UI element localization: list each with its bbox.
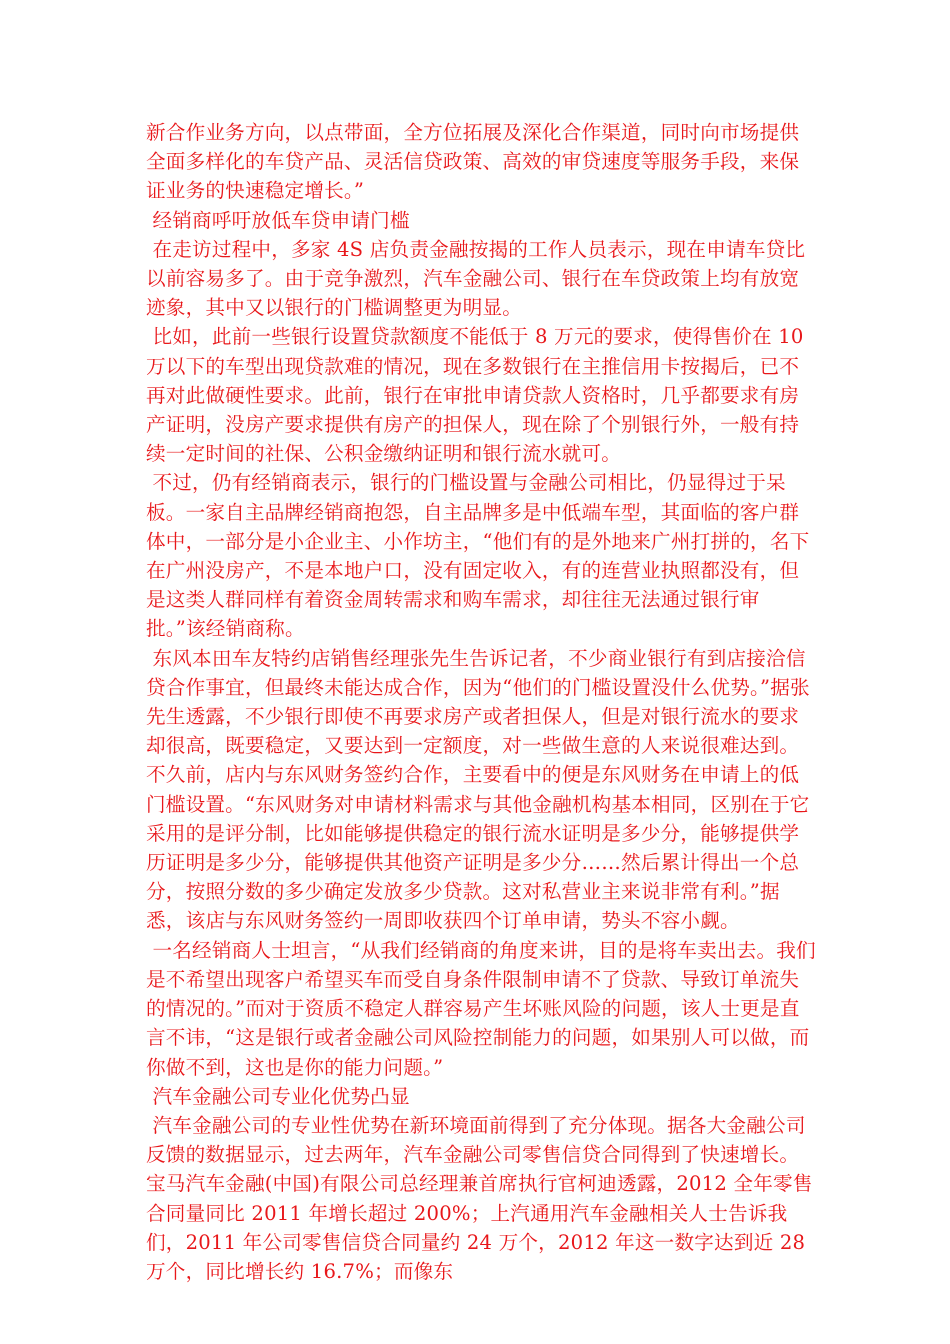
document-body — [146, 118, 816, 1286]
paragraph-continuation: 新合作业务方向，以点带面，全方位拓展及深化合作渠道，同时向市场提供全面多样化的车贷产品、灵活信贷政策、高效的审贷速度等服务手段，来保证业务的快速稳定增长。” — [146, 121, 800, 203]
paragraph: 东风本田车友特约店销售经理张先生告诉记者，不少商业银行有到店接洽信贷合作事宜，但最终未能达成合作，因为“他们的门槛设置没什么优势。”据张先生透露，不少银行即使不再要求房产或者担保人，但是对银行流水的要求却很高，既要稳定，又要达到一定额度，对一些做生意的人来说很难达到。不久前，店内与东风财务签约合作，主要看中的便是东风财务在申请上的低门槛设置。“东风财务对申请材料需求与其他金融机构基本相同，区别在于它采用的是评分制，比如能够提供稳定的银行流水证明是多少分，能够提供学历证明是多少分，能够提供其他资产证明是多少分……然后累计得出一个总分，按照分数的多少确定发放多少贷款。这对私营业主来说非常有利。”据悉，该店与东风财务签约一周即收获四个订单申请，势头不容小觑。 — [146, 646, 810, 933]
section-heading-dealer-appeal: 经销商呼吁放低车贷申请门槛 — [146, 208, 410, 232]
paragraph: 比如，此前一些银行设置贷款额度不能低于 8 万元的要求，使得售价在 10 万以下的车型出现贷款难的情况，现在多数银行在主推信用卡按揭后，已不再对此做硬性要求。此前，银行在审批申请贷款人资格时，几乎都要求有房产证明，没房产要求提供有房产的担保人，现在除了个别银行外，一般有持续一定时间的社保、公积金缴纳证明和银行流水就可。 — [146, 325, 810, 466]
paragraph: 一名经销商人士坦言，“从我们经销商的角度来讲，目的是将车卖出去。我们是不希望出现客户希望买车而受自身条件限制申请不了贷款、导致订单流失的情况的。”而对于资质不稳定人群容易产生坏账风险的问题，该人士更是直言不讳，“这是银行或者金融公司风险控制能力的问题，如果别人可以做，而你做不到，这也是你的能力问题。” — [146, 938, 816, 1079]
paragraph: 在走访过程中，多家 4S 店负责金融按揭的工作人员表示，现在申请车贷比以前容易多了。由于竞争激烈，汽车金融公司、银行在车贷政策上均有放宽迹象，其中又以银行的门槛调整更为明显。 — [146, 237, 806, 320]
paragraph: 汽车金融公司的专业性优势在新环境面前得到了充分体现。据各大金融公司反馈的数据显示，过去两年，汽车金融公司零售信贷合同得到了快速增长。宝马汽车金融(中国)有限公司总经理兼首席执行官柯迪透露，2012 全年零售合同量同比 2011 年增长超过 200%；上汽通用汽车金融相关人士告诉我们，2011 年公司零售信贷合同量约 24 万个，2012 年这一数字达到近 28 万个，同比增长约 16.7%；而像东 — [146, 1113, 813, 1283]
paragraph: 不过，仍有经销商表示，银行的门槛设置与金融公司相比，仍显得过于呆板。一家自主品牌经销商抱怨，自主品牌多是中低端车型，其面临的客户群体中，一部分是小企业主、小作坊主，“他们有的是外地来广州打拼的，名下在广州没房产，不是本地户口，没有固定收入，有的连营业执照都没有，但是这类人群同样有着资金周转需求和购车需求，却往往无法通过银行审批。”该经销商称。 — [146, 471, 810, 641]
section-heading-finance-advantage: 汽车金融公司专业化优势凸显 — [146, 1084, 410, 1108]
